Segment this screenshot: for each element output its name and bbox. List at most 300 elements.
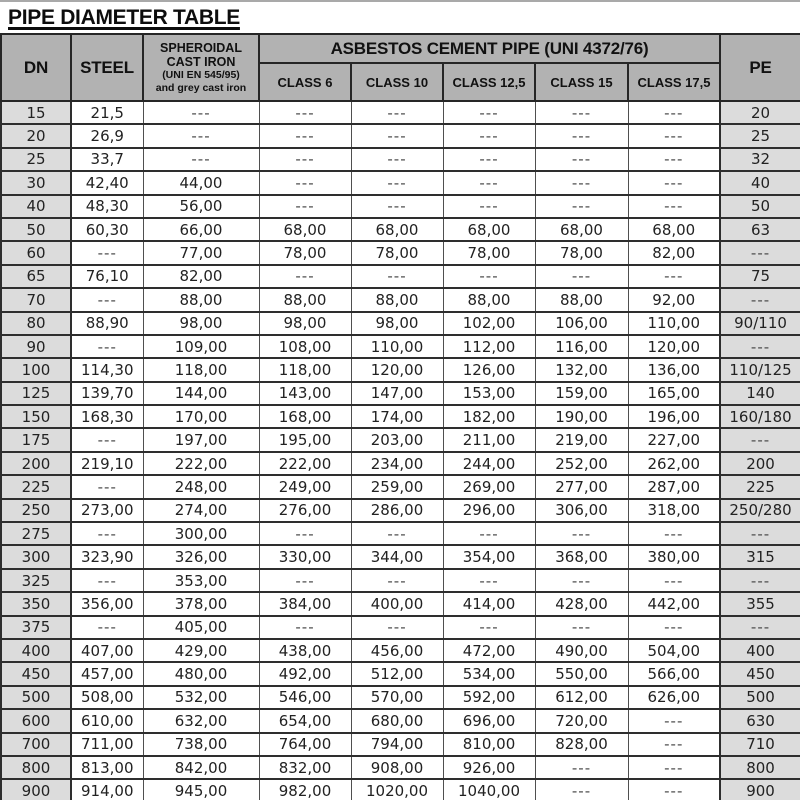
cell-class-6: --- [259, 522, 351, 545]
table-row [1, 195, 800, 218]
cell-cast-iron: 300,00 [143, 522, 259, 545]
cell-class-12-5: 126,00 [443, 358, 535, 381]
cell-class-15: 612,00 [535, 686, 628, 709]
table-row [1, 288, 800, 311]
cell-class-17-5: 165,00 [628, 382, 720, 405]
cell-steel: 33,7 [71, 148, 143, 171]
cell-pe: 110/125 [720, 358, 800, 381]
cell-steel: 711,00 [71, 733, 143, 756]
cell-class-6: --- [259, 265, 351, 288]
cell-steel: 42,40 [71, 171, 143, 194]
cell-dn: 150 [1, 405, 71, 428]
cell-steel: 114,30 [71, 358, 143, 381]
cell-steel: --- [71, 616, 143, 639]
cell-cast-iron: 56,00 [143, 195, 259, 218]
cell-pe: 25 [720, 124, 800, 147]
cell-pe: 200 [720, 452, 800, 475]
table-row [1, 358, 800, 381]
cell-class-6: 764,00 [259, 733, 351, 756]
cell-class-17-5: 504,00 [628, 639, 720, 662]
table-row [1, 148, 800, 171]
cell-class-12-5: 296,00 [443, 499, 535, 522]
cell-cast-iron: 170,00 [143, 405, 259, 428]
cell-pe: --- [720, 241, 800, 264]
cell-class-12-5: 926,00 [443, 756, 535, 779]
cell-class-17-5: --- [628, 756, 720, 779]
cell-dn: 25 [1, 148, 71, 171]
cell-class-6: 832,00 [259, 756, 351, 779]
cell-cast-iron: 480,00 [143, 662, 259, 685]
table-row [1, 545, 800, 568]
cell-class-15: 368,00 [535, 545, 628, 568]
cell-class-15: --- [535, 171, 628, 194]
cell-pe: 630 [720, 709, 800, 732]
cell-steel: 139,70 [71, 382, 143, 405]
cell-class-17-5: --- [628, 171, 720, 194]
cell-steel: 168,30 [71, 405, 143, 428]
cell-class-17-5: --- [628, 616, 720, 639]
cell-class-10: 98,00 [351, 312, 443, 335]
table-row [1, 335, 800, 358]
cell-class-12-5: 153,00 [443, 382, 535, 405]
cell-class-12-5: --- [443, 101, 535, 124]
cell-dn: 300 [1, 545, 71, 568]
cell-class-6: 68,00 [259, 218, 351, 241]
cell-class-12-5: 592,00 [443, 686, 535, 709]
cell-class-6: --- [259, 616, 351, 639]
cell-pe: 50 [720, 195, 800, 218]
cell-class-10: 908,00 [351, 756, 443, 779]
cell-steel: --- [71, 522, 143, 545]
cell-class-12-5: 211,00 [443, 428, 535, 451]
cell-cast-iron: 109,00 [143, 335, 259, 358]
cell-class-12-5: 182,00 [443, 405, 535, 428]
cell-class-15: 190,00 [535, 405, 628, 428]
cell-class-17-5: --- [628, 569, 720, 592]
table-row [1, 405, 800, 428]
cell-cast-iron: --- [143, 148, 259, 171]
cell-steel: 323,90 [71, 545, 143, 568]
table-row [1, 428, 800, 451]
cell-class-12-5: 1040,00 [443, 779, 535, 800]
cell-cast-iron: 248,00 [143, 475, 259, 498]
cell-pe: --- [720, 288, 800, 311]
cell-steel: 610,00 [71, 709, 143, 732]
cell-cast-iron: 429,00 [143, 639, 259, 662]
table-row [1, 569, 800, 592]
cell-class-15: 720,00 [535, 709, 628, 732]
pipe-diameter-table [0, 33, 800, 800]
cell-pe: 20 [720, 101, 800, 124]
cell-class-17-5: 318,00 [628, 499, 720, 522]
cell-pe: 75 [720, 265, 800, 288]
cell-class-15: 828,00 [535, 733, 628, 756]
cell-class-15: --- [535, 779, 628, 800]
cell-class-15: 306,00 [535, 499, 628, 522]
cell-class-15: 277,00 [535, 475, 628, 498]
column-header-class-12-5: CLASS 12,5 [443, 63, 535, 101]
table-row [1, 124, 800, 147]
cell-class-10: 68,00 [351, 218, 443, 241]
cell-class-12-5: 269,00 [443, 475, 535, 498]
cell-steel: 356,00 [71, 592, 143, 615]
cell-pe: 225 [720, 475, 800, 498]
cell-class-6: 143,00 [259, 382, 351, 405]
cell-dn: 450 [1, 662, 71, 685]
cell-pe: 160/180 [720, 405, 800, 428]
table-row [1, 265, 800, 288]
cell-class-6: --- [259, 101, 351, 124]
cell-cast-iron: 77,00 [143, 241, 259, 264]
column-header-class-10: CLASS 10 [351, 63, 443, 101]
cell-class-15: --- [535, 195, 628, 218]
cell-class-17-5: --- [628, 709, 720, 732]
table-row [1, 171, 800, 194]
cell-dn: 20 [1, 124, 71, 147]
cell-class-6: 98,00 [259, 312, 351, 335]
cell-class-15: --- [535, 522, 628, 545]
cell-class-6: 330,00 [259, 545, 351, 568]
cell-class-10: --- [351, 522, 443, 545]
cell-class-17-5: 68,00 [628, 218, 720, 241]
cell-pe: 90/110 [720, 312, 800, 335]
cell-cast-iron: 118,00 [143, 358, 259, 381]
spheroidal-line2: CAST IRON [166, 54, 236, 69]
table-row [1, 452, 800, 475]
cell-steel: 407,00 [71, 639, 143, 662]
cell-steel: --- [71, 428, 143, 451]
cell-class-15: 219,00 [535, 428, 628, 451]
cell-dn: 900 [1, 779, 71, 800]
cell-steel: 26,9 [71, 124, 143, 147]
cell-dn: 800 [1, 756, 71, 779]
table-row [1, 522, 800, 545]
cell-class-17-5: 136,00 [628, 358, 720, 381]
cell-class-6: 88,00 [259, 288, 351, 311]
cell-dn: 500 [1, 686, 71, 709]
cell-class-12-5: 244,00 [443, 452, 535, 475]
cell-class-6: 168,00 [259, 405, 351, 428]
cell-dn: 60 [1, 241, 71, 264]
cell-pe: 500 [720, 686, 800, 709]
cell-class-6: 195,00 [259, 428, 351, 451]
cell-pe: 800 [720, 756, 800, 779]
cell-class-17-5: 120,00 [628, 335, 720, 358]
cell-class-6: 108,00 [259, 335, 351, 358]
cell-class-6: 249,00 [259, 475, 351, 498]
cell-steel: --- [71, 288, 143, 311]
cell-class-10: 680,00 [351, 709, 443, 732]
cell-class-12-5: 810,00 [443, 733, 535, 756]
cell-class-15: 428,00 [535, 592, 628, 615]
cell-steel: 457,00 [71, 662, 143, 685]
cell-class-6: 384,00 [259, 592, 351, 615]
cell-class-6: 492,00 [259, 662, 351, 685]
table-row [1, 686, 800, 709]
cell-dn: 200 [1, 452, 71, 475]
cell-class-15: --- [535, 124, 628, 147]
cell-dn: 600 [1, 709, 71, 732]
cell-class-10: 147,00 [351, 382, 443, 405]
column-header-class-15: CLASS 15 [535, 63, 628, 101]
cell-pe: --- [720, 522, 800, 545]
cell-steel: 60,30 [71, 218, 143, 241]
cell-dn: 100 [1, 358, 71, 381]
column-header-class-6: CLASS 6 [259, 63, 351, 101]
cell-class-15: --- [535, 756, 628, 779]
cell-pe: 315 [720, 545, 800, 568]
cell-dn: 325 [1, 569, 71, 592]
cell-class-17-5: 287,00 [628, 475, 720, 498]
cell-dn: 125 [1, 382, 71, 405]
cell-pe: 140 [720, 382, 800, 405]
cell-pe: --- [720, 335, 800, 358]
cell-class-15: 252,00 [535, 452, 628, 475]
column-group-header-asbestos: ASBESTOS CEMENT PIPE (UNI 4372/76) [259, 34, 720, 63]
cell-steel: 76,10 [71, 265, 143, 288]
cell-class-6: 118,00 [259, 358, 351, 381]
table-row [1, 662, 800, 685]
cell-steel: 508,00 [71, 686, 143, 709]
cell-class-15: 106,00 [535, 312, 628, 335]
cell-class-10: 203,00 [351, 428, 443, 451]
cell-class-10: --- [351, 148, 443, 171]
cell-cast-iron: --- [143, 101, 259, 124]
top-divider [0, 0, 800, 2]
cell-dn: 65 [1, 265, 71, 288]
cell-class-10: 110,00 [351, 335, 443, 358]
cell-cast-iron: 353,00 [143, 569, 259, 592]
cell-cast-iron: 98,00 [143, 312, 259, 335]
table-row [1, 733, 800, 756]
cell-class-6: 276,00 [259, 499, 351, 522]
cell-class-17-5: --- [628, 522, 720, 545]
cell-class-15: --- [535, 148, 628, 171]
cell-dn: 375 [1, 616, 71, 639]
cell-class-6: 654,00 [259, 709, 351, 732]
cell-class-17-5: 110,00 [628, 312, 720, 335]
cell-class-17-5: 566,00 [628, 662, 720, 685]
cell-pe: 32 [720, 148, 800, 171]
cell-dn: 700 [1, 733, 71, 756]
cell-class-17-5: --- [628, 779, 720, 800]
cell-cast-iron: 945,00 [143, 779, 259, 800]
cell-class-10: 1020,00 [351, 779, 443, 800]
cell-class-12-5: 78,00 [443, 241, 535, 264]
cell-class-17-5: 380,00 [628, 545, 720, 568]
cell-cast-iron: --- [143, 124, 259, 147]
cell-dn: 175 [1, 428, 71, 451]
cell-steel: 813,00 [71, 756, 143, 779]
cell-class-10: 286,00 [351, 499, 443, 522]
cell-class-10: --- [351, 101, 443, 124]
table-row [1, 101, 800, 124]
cell-class-6: 982,00 [259, 779, 351, 800]
spheroidal-line1: SPHEROIDAL [160, 40, 242, 55]
cell-class-12-5: 414,00 [443, 592, 535, 615]
cell-dn: 250 [1, 499, 71, 522]
cell-class-17-5: 196,00 [628, 405, 720, 428]
cell-pe: 250/280 [720, 499, 800, 522]
cell-class-12-5: --- [443, 195, 535, 218]
cell-cast-iron: 82,00 [143, 265, 259, 288]
cell-steel: 914,00 [71, 779, 143, 800]
cell-cast-iron: 197,00 [143, 428, 259, 451]
cell-class-12-5: --- [443, 171, 535, 194]
table-row [1, 382, 800, 405]
column-header-steel: STEEL [71, 34, 143, 101]
cell-class-15: 116,00 [535, 335, 628, 358]
cell-steel: --- [71, 475, 143, 498]
cell-dn: 90 [1, 335, 71, 358]
page-title: PIPE DIAMETER TABLE [8, 6, 240, 29]
spheroidal-note: and grey cast iron [155, 81, 247, 94]
table-row [1, 709, 800, 732]
cell-class-17-5: 82,00 [628, 241, 720, 264]
cell-class-12-5: 472,00 [443, 639, 535, 662]
table-body [1, 101, 800, 800]
cell-class-15: 88,00 [535, 288, 628, 311]
cell-steel: 48,30 [71, 195, 143, 218]
cell-steel: 88,90 [71, 312, 143, 335]
cell-dn: 225 [1, 475, 71, 498]
cell-dn: 70 [1, 288, 71, 311]
cell-dn: 15 [1, 101, 71, 124]
cell-class-10: 794,00 [351, 733, 443, 756]
cell-pe: 710 [720, 733, 800, 756]
cell-cast-iron: 842,00 [143, 756, 259, 779]
cell-dn: 400 [1, 639, 71, 662]
cell-class-10: 120,00 [351, 358, 443, 381]
cell-pe: 400 [720, 639, 800, 662]
cell-pe: --- [720, 428, 800, 451]
cell-class-15: 68,00 [535, 218, 628, 241]
cell-cast-iron: 632,00 [143, 709, 259, 732]
table-row [1, 312, 800, 335]
cell-cast-iron: 738,00 [143, 733, 259, 756]
cell-class-6: --- [259, 148, 351, 171]
cell-class-10: 570,00 [351, 686, 443, 709]
cell-cast-iron: 44,00 [143, 171, 259, 194]
cell-class-17-5: 227,00 [628, 428, 720, 451]
table-header [1, 34, 800, 101]
cell-class-15: 550,00 [535, 662, 628, 685]
column-header-class-17-5: CLASS 17,5 [628, 63, 720, 101]
cell-class-17-5: 442,00 [628, 592, 720, 615]
table-row [1, 616, 800, 639]
spheroidal-standard: (UNI EN 545/95) [162, 69, 240, 82]
cell-class-15: 132,00 [535, 358, 628, 381]
cell-class-17-5: --- [628, 733, 720, 756]
cell-steel: 219,10 [71, 452, 143, 475]
cell-class-10: 344,00 [351, 545, 443, 568]
cell-cast-iron: 378,00 [143, 592, 259, 615]
cell-class-10: 400,00 [351, 592, 443, 615]
cell-class-10: 78,00 [351, 241, 443, 264]
cell-pe: --- [720, 569, 800, 592]
cell-class-17-5: 262,00 [628, 452, 720, 475]
cell-cast-iron: 405,00 [143, 616, 259, 639]
cell-dn: 350 [1, 592, 71, 615]
cell-class-15: --- [535, 616, 628, 639]
cell-class-10: 88,00 [351, 288, 443, 311]
cell-class-12-5: 68,00 [443, 218, 535, 241]
table-row [1, 475, 800, 498]
table-row [1, 592, 800, 615]
cell-class-10: 234,00 [351, 452, 443, 475]
table-row [1, 756, 800, 779]
column-header-dn: DN [1, 34, 71, 101]
cell-steel: 21,5 [71, 101, 143, 124]
cell-cast-iron: 326,00 [143, 545, 259, 568]
cell-pe: 40 [720, 171, 800, 194]
column-header-pe: PE [720, 34, 800, 101]
cell-pe: 900 [720, 779, 800, 800]
cell-pe: 63 [720, 218, 800, 241]
cell-class-10: --- [351, 265, 443, 288]
cell-steel: --- [71, 335, 143, 358]
cell-class-15: 78,00 [535, 241, 628, 264]
cell-class-10: 512,00 [351, 662, 443, 685]
cell-class-12-5: 696,00 [443, 709, 535, 732]
cell-class-12-5: --- [443, 522, 535, 545]
cell-class-6: --- [259, 569, 351, 592]
cell-cast-iron: 274,00 [143, 499, 259, 522]
cell-class-12-5: 534,00 [443, 662, 535, 685]
cell-class-6: 78,00 [259, 241, 351, 264]
cell-steel: 273,00 [71, 499, 143, 522]
cell-class-12-5: 102,00 [443, 312, 535, 335]
cell-cast-iron: 532,00 [143, 686, 259, 709]
cell-dn: 40 [1, 195, 71, 218]
cell-pe: 355 [720, 592, 800, 615]
cell-class-17-5: --- [628, 195, 720, 218]
cell-pe: --- [720, 616, 800, 639]
cell-class-17-5: 92,00 [628, 288, 720, 311]
cell-class-15: 490,00 [535, 639, 628, 662]
cell-class-10: --- [351, 616, 443, 639]
cell-class-17-5: --- [628, 265, 720, 288]
cell-class-12-5: --- [443, 124, 535, 147]
cell-class-17-5: --- [628, 148, 720, 171]
cell-class-12-5: 354,00 [443, 545, 535, 568]
cell-dn: 275 [1, 522, 71, 545]
cell-class-10: --- [351, 569, 443, 592]
cell-class-12-5: --- [443, 616, 535, 639]
table-row [1, 499, 800, 522]
cell-cast-iron: 66,00 [143, 218, 259, 241]
cell-cast-iron: 88,00 [143, 288, 259, 311]
table-row [1, 779, 800, 800]
cell-dn: 80 [1, 312, 71, 335]
cell-class-6: --- [259, 171, 351, 194]
cell-class-10: 174,00 [351, 405, 443, 428]
cell-pe: 450 [720, 662, 800, 685]
cell-class-15: --- [535, 569, 628, 592]
cell-class-6: 546,00 [259, 686, 351, 709]
table-row [1, 639, 800, 662]
cell-dn: 50 [1, 218, 71, 241]
cell-dn: 30 [1, 171, 71, 194]
cell-class-17-5: --- [628, 124, 720, 147]
column-header-spheroidal-cast-iron [143, 34, 259, 101]
cell-class-10: --- [351, 171, 443, 194]
cell-class-6: --- [259, 195, 351, 218]
cell-class-6: --- [259, 124, 351, 147]
cell-class-15: --- [535, 265, 628, 288]
cell-cast-iron: 222,00 [143, 452, 259, 475]
cell-class-6: 222,00 [259, 452, 351, 475]
